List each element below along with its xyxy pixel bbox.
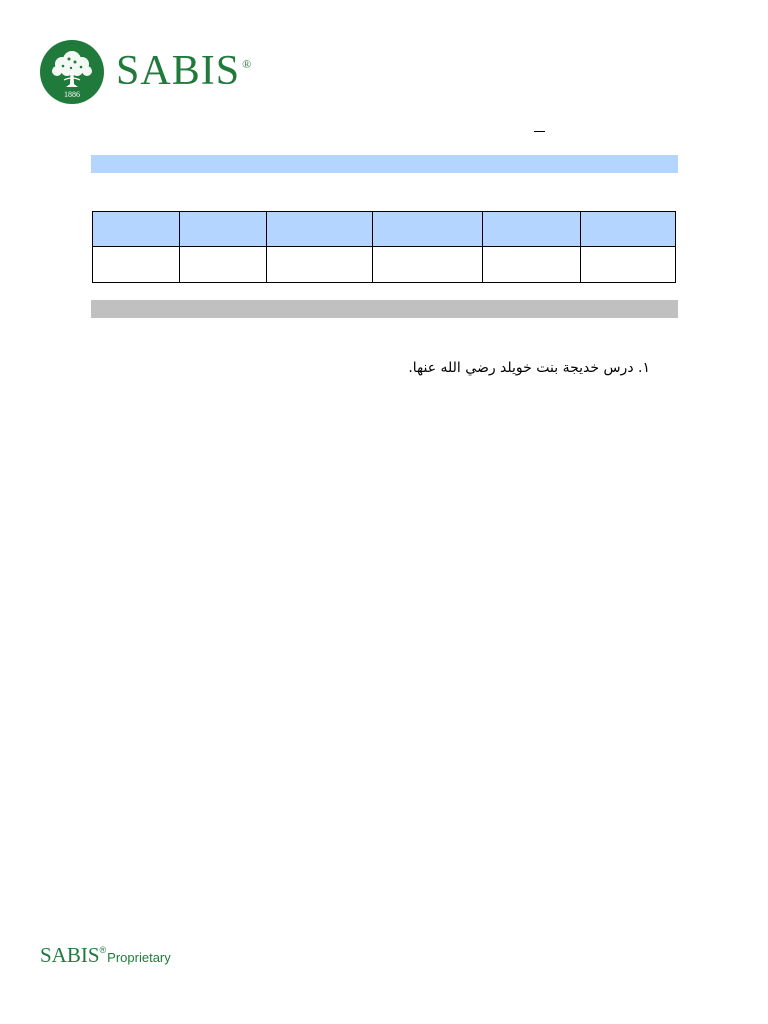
header-blue-band: [91, 155, 678, 173]
seal-year: 1886: [64, 90, 80, 99]
logo-brand-name: SABIS: [116, 48, 241, 94]
footer-registered-mark: ®: [99, 945, 107, 955]
footer-proprietary-label: Proprietary: [107, 950, 171, 965]
section-gray-band: [91, 300, 678, 318]
table-header-cell: [267, 212, 373, 247]
sabis-logo: [40, 40, 280, 104]
table-header-cell: [180, 212, 267, 247]
table-cell: [267, 247, 373, 283]
table-cell: [373, 247, 483, 283]
lesson-item-number: ١.: [638, 360, 650, 376]
tree-seal-icon: [40, 40, 104, 104]
table-cell: [93, 247, 180, 283]
table-row: [93, 247, 676, 283]
dash-mark: [534, 131, 545, 132]
footer-brand-name: SABIS: [40, 943, 100, 967]
table-cell: [483, 247, 581, 283]
table-header-cell: [483, 212, 581, 247]
logo-wordmark: [116, 46, 252, 105]
table-cell: [581, 247, 676, 283]
footer-branding: [40, 942, 171, 968]
lesson-item-text: درس خديجة بنت خويلد رضي الله عنها.: [408, 360, 634, 376]
table-header-cell: [93, 212, 180, 247]
logo-registered-mark: ®: [242, 57, 253, 71]
table-header-row: [93, 212, 676, 247]
student-info-table: [92, 211, 676, 283]
table-cell: [180, 247, 267, 283]
table-header-cell: [373, 212, 483, 247]
lesson-list-item: [408, 358, 650, 378]
table-header-cell: [581, 212, 676, 247]
